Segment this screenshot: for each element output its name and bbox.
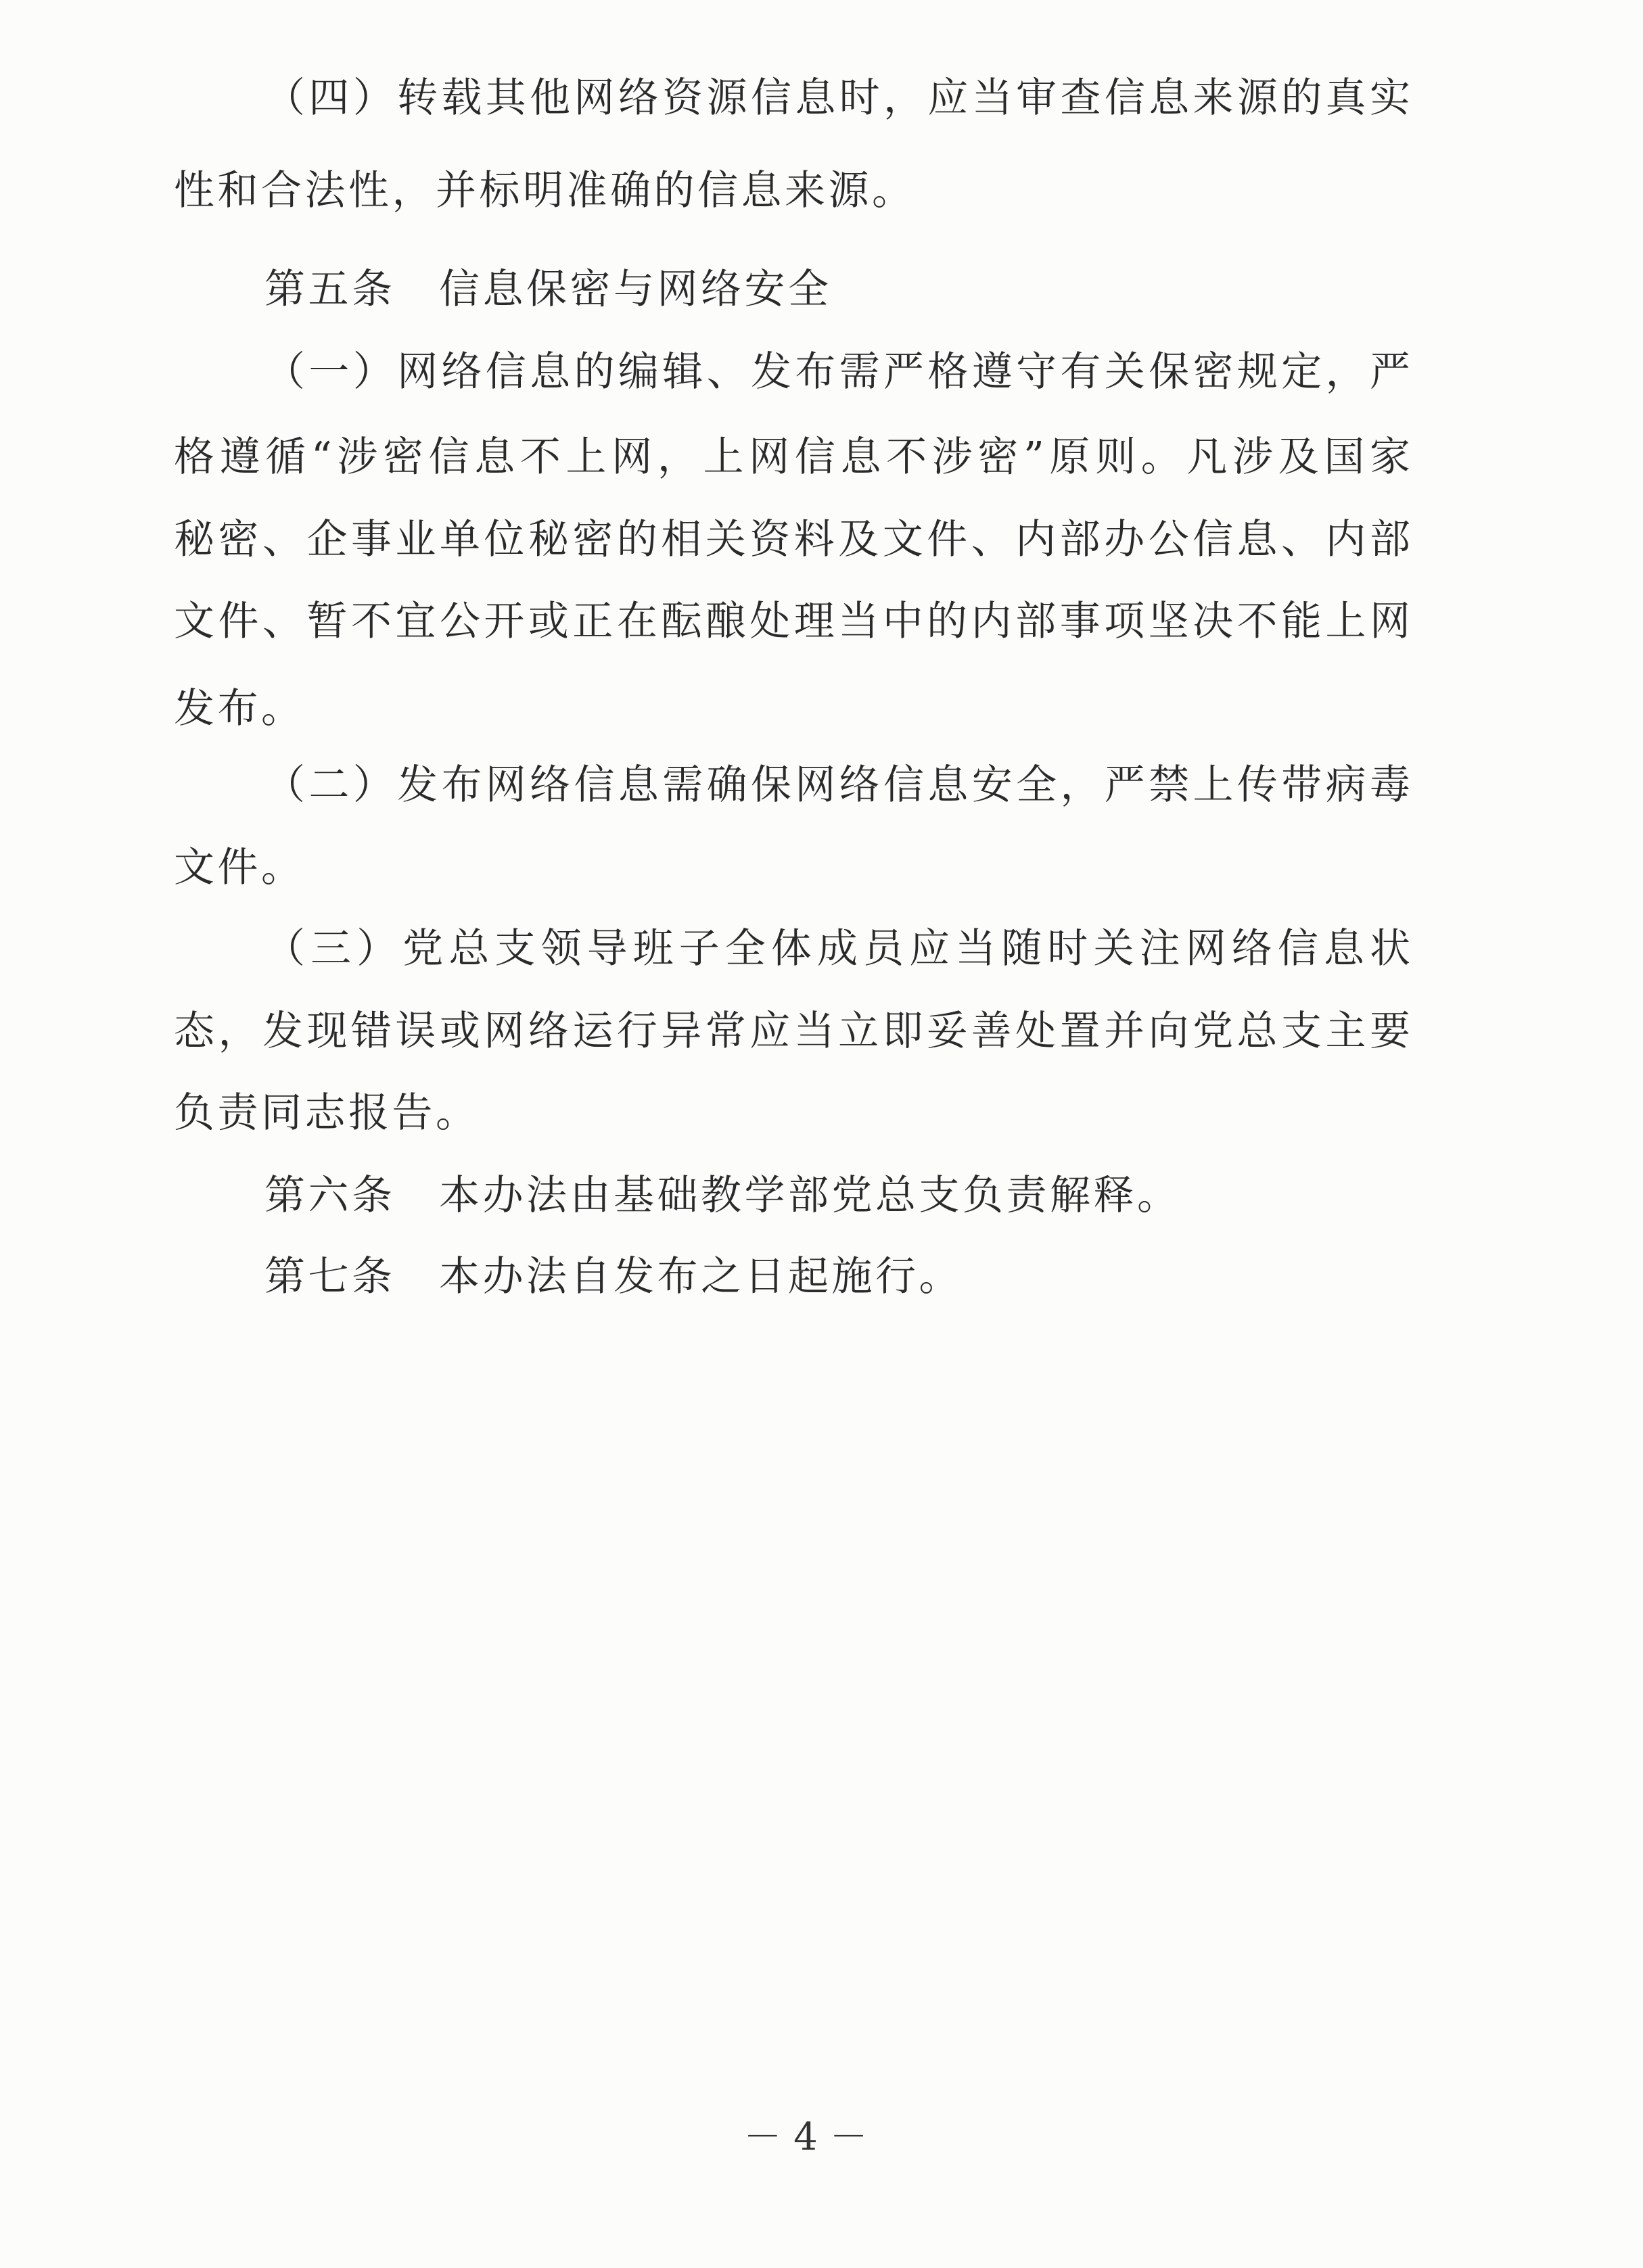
article-text: 第七条 本办法自发布之日起施行。	[264, 1253, 963, 1300]
text-line: 性和合法性，并标明准确的信息来源。	[174, 167, 916, 214]
text-line: 秘密、企事业单位秘密的相关资料及文件、内部办公信息、内部	[174, 516, 1410, 563]
text-line: 文件。	[174, 844, 305, 891]
text-line: （三）党总支领导班子全体成员应当随时关注网络信息状	[264, 925, 1410, 972]
text-line: （二）发布网络信息需确保网络信息安全，严禁上传带病毒	[264, 761, 1410, 809]
text-line: 文件、暂不宜公开或正在酝酿处理当中的内部事项坚决不能上网	[174, 598, 1410, 645]
page-number: － 4 －	[743, 2115, 868, 2159]
article-heading: 第五条 信息保密与网络安全	[264, 266, 832, 313]
text-line: 格遵循“涉密信息不上网，上网信息不涉密”原则。凡涉及国家	[174, 433, 1410, 481]
text-line: （一）网络信息的编辑、发布需严格遵守有关保密规定，严	[264, 348, 1410, 396]
text-line: 负责同志报告。	[174, 1089, 480, 1137]
text-line: 发布。	[174, 685, 305, 732]
text-line: （四）转载其他网络资源信息时，应当审查信息来源的真实	[264, 74, 1410, 122]
article-text: 第六条 本办法由基础教学部党总支负责解释。	[264, 1172, 1181, 1219]
text-line: 态，发现错误或网络运行异常应当立即妥善处置并向党总支主要	[174, 1008, 1410, 1055]
